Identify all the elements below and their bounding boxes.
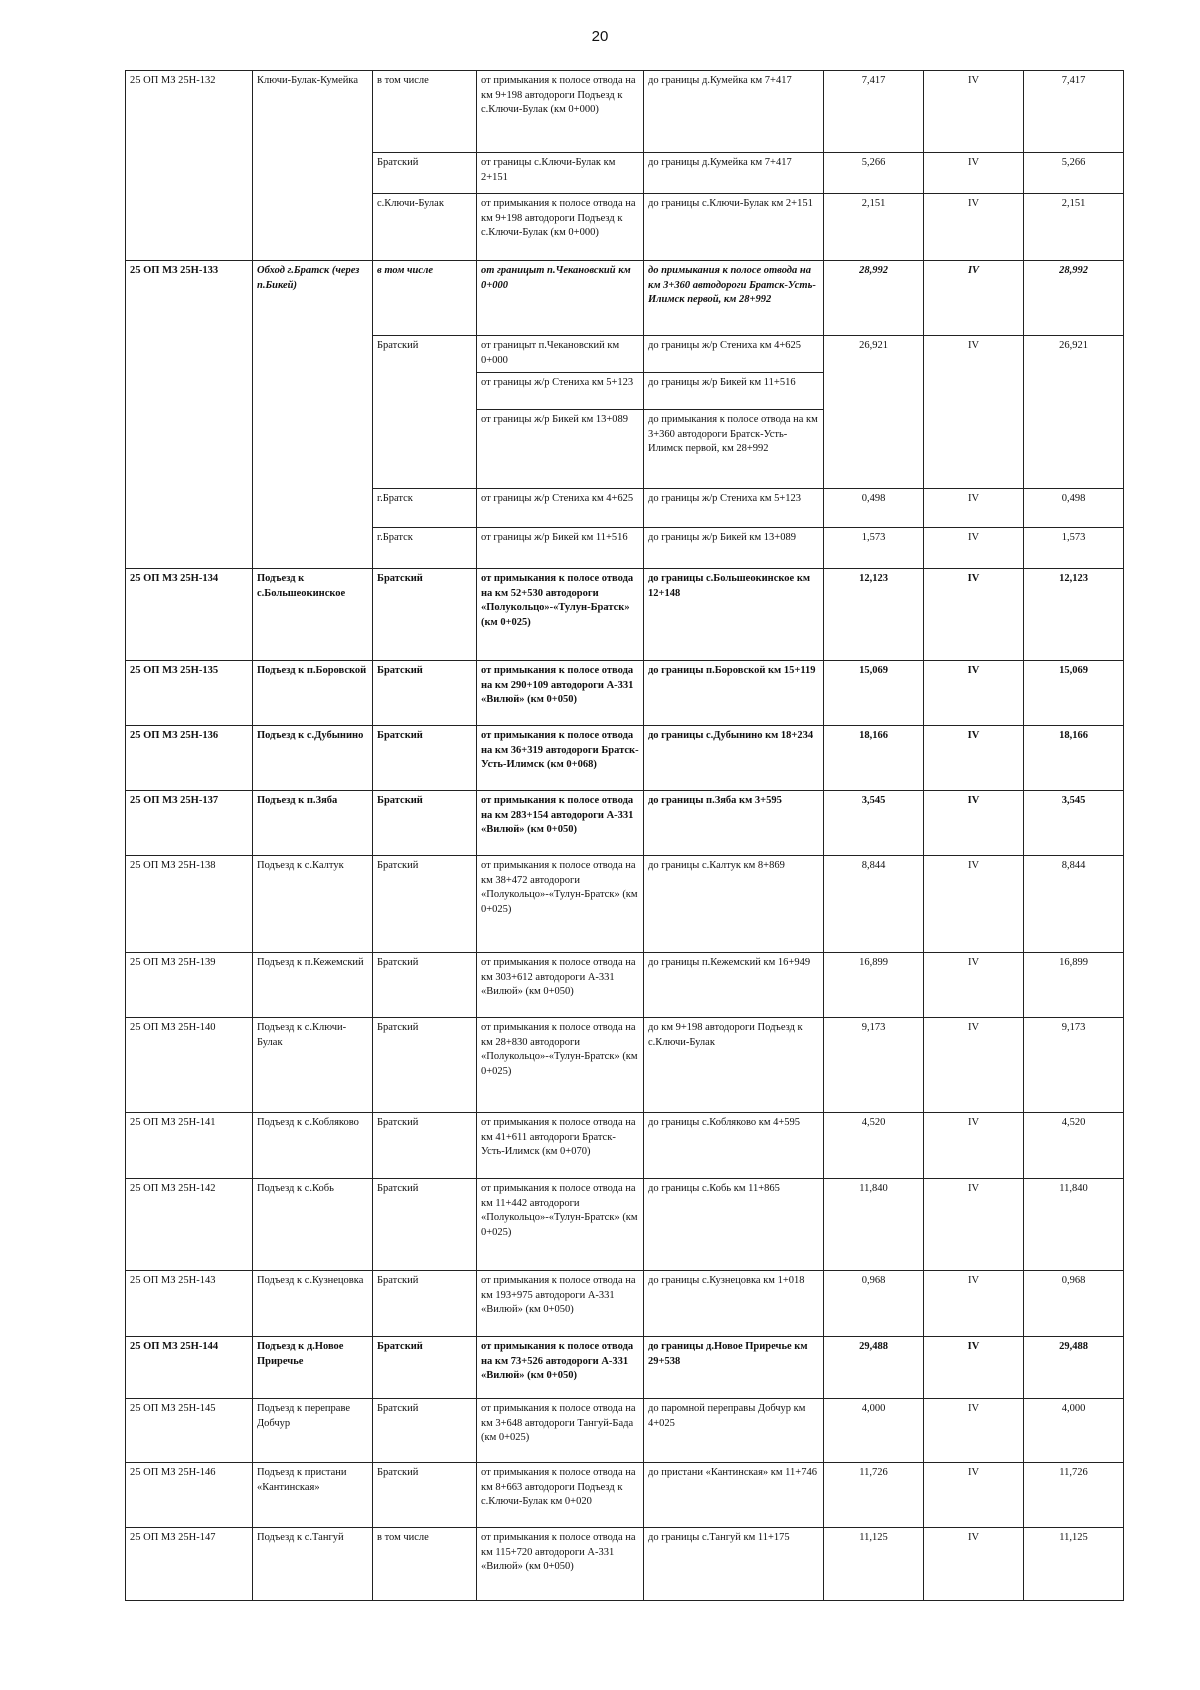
segment-to: до границы с.Тангуй км 11+175 [644, 1528, 824, 1601]
road-name: Подъезд к с.Дубынино [253, 726, 373, 791]
road-code: 25 ОП МЗ 25Н-143 [126, 1271, 253, 1337]
total-length: 4,520 [1024, 1113, 1124, 1179]
category: IV [924, 726, 1024, 791]
total-length: 26,921 [1024, 336, 1124, 489]
segment-from: от примыкания к полосе отвода на км 9+198 автодороги Подъезд к с.Ключи-Булак (км 0+000) [477, 71, 644, 153]
table-row [126, 661, 1124, 726]
segment-from: от примыкания к полосе отвода на км 3+648 автодороги Тангуй-Бада (км 0+025) [477, 1399, 644, 1463]
segment-to: до границы ж/р Стениха км 5+123 [644, 489, 824, 528]
roads-table [125, 70, 1124, 1601]
table-row [126, 726, 1124, 791]
road-code: 25 ОП МЗ 25Н-146 [126, 1463, 253, 1528]
segment-from: от примыкания к полосе отвода на км 9+198 автодороги Подъезд к с.Ключи-Булак (км 0+000) [477, 194, 644, 261]
segment-to: до пристани «Кантинская» км 11+746 [644, 1463, 824, 1528]
district: Братский [373, 661, 477, 726]
district: Братский [373, 1018, 477, 1113]
segment-to: до границы с.Ключи-Булак км 2+151 [644, 194, 824, 261]
total-length: 1,573 [1024, 528, 1124, 569]
district: с.Ключи-Булак [373, 194, 477, 261]
length: 11,726 [824, 1463, 924, 1528]
road-code: 25 ОП МЗ 25Н-138 [126, 856, 253, 953]
road-code: 25 ОП МЗ 25Н-132 [126, 71, 253, 261]
length: 3,545 [824, 791, 924, 856]
total-length: 29,488 [1024, 1337, 1124, 1399]
segment-from: от границы ж/р Стениха км 4+625 [477, 489, 644, 528]
category: IV [924, 153, 1024, 194]
road-name: Подъезд к с.Тангуй [253, 1528, 373, 1601]
total-length: 18,166 [1024, 726, 1124, 791]
segment-from: от границы ж/р Стениха км 5+123 [477, 373, 644, 410]
district: в том числе [373, 71, 477, 153]
table-row [126, 1018, 1124, 1113]
total-length: 9,173 [1024, 1018, 1124, 1113]
segment-to: до границы д.Кумейка км 7+417 [644, 71, 824, 153]
segment-to: до границы с.Кузнецовка км 1+018 [644, 1271, 824, 1337]
segment-from: от примыкания к полосе отвода на км 193+975 автодороги А-331 «Вилюй» (км 0+050) [477, 1271, 644, 1337]
total-length: 11,726 [1024, 1463, 1124, 1528]
category: IV [924, 1337, 1024, 1399]
category: IV [924, 336, 1024, 489]
total-length: 11,840 [1024, 1179, 1124, 1271]
district: Братский [373, 1337, 477, 1399]
length: 26,921 [824, 336, 924, 489]
segment-from: от примыкания к полосе отвода на км 290+109 автодороги А-331 «Вилюй» (км 0+050) [477, 661, 644, 726]
segment-to: до границы п.Кежемский км 16+949 [644, 953, 824, 1018]
district: Братский [373, 153, 477, 194]
table-row [126, 569, 1124, 661]
district: г.Братск [373, 528, 477, 569]
segment-from: от границыт п.Чекановский км 0+000 [477, 261, 644, 336]
length: 11,840 [824, 1179, 924, 1271]
segment-from: от примыкания к полосе отвода на км 73+526 автодороги А-331 «Вилюй» (км 0+050) [477, 1337, 644, 1399]
table-row [126, 1337, 1124, 1399]
segment-from: от примыкания к полосе отвода на км 8+663 автодороги Подъезд к с.Ключи-Булак км 0+020 [477, 1463, 644, 1528]
table-row [126, 953, 1124, 1018]
length: 1,573 [824, 528, 924, 569]
district: Братский [373, 1179, 477, 1271]
segment-to: до границы ж/р Стениха км 4+625 [644, 336, 824, 373]
table-row [126, 1271, 1124, 1337]
category: IV [924, 856, 1024, 953]
segment-to: до км 9+198 автодороги Подъезд к с.Ключи-Булак [644, 1018, 824, 1113]
length: 11,125 [824, 1528, 924, 1601]
total-length: 7,417 [1024, 71, 1124, 153]
length: 15,069 [824, 661, 924, 726]
district: Братский [373, 726, 477, 791]
total-length: 28,992 [1024, 261, 1124, 336]
category: IV [924, 661, 1024, 726]
total-length: 3,545 [1024, 791, 1124, 856]
category: IV [924, 489, 1024, 528]
road-name: Подъезд к с.Кобляково [253, 1113, 373, 1179]
total-length: 0,498 [1024, 489, 1124, 528]
road-code: 25 ОП МЗ 25Н-145 [126, 1399, 253, 1463]
total-length: 11,125 [1024, 1528, 1124, 1601]
district: Братский [373, 1271, 477, 1337]
road-code: 25 ОП МЗ 25Н-136 [126, 726, 253, 791]
district: Братский [373, 791, 477, 856]
table-row [126, 1113, 1124, 1179]
category: IV [924, 791, 1024, 856]
district: Братский [373, 856, 477, 953]
length: 16,899 [824, 953, 924, 1018]
segment-from: от примыкания к полосе отвода на км 303+612 автодороги А-331 «Вилюй» (км 0+050) [477, 953, 644, 1018]
segment-to: до границы п.Зяба км 3+595 [644, 791, 824, 856]
total-length: 4,000 [1024, 1399, 1124, 1463]
segment-from: от примыкания к полосе отвода на км 52+530 автодороги «Полукольцо»-«Тулун-Братск» (км 0+025) [477, 569, 644, 661]
segment-from: от границы с.Ключи-Булак км 2+151 [477, 153, 644, 194]
category: IV [924, 528, 1024, 569]
category: IV [924, 261, 1024, 336]
category: IV [924, 569, 1024, 661]
table-row [126, 71, 1124, 153]
road-name: Подъезд к пристани «Кантинская» [253, 1463, 373, 1528]
road-name: Подъезд к п.Зяба [253, 791, 373, 856]
district: Братский [373, 569, 477, 661]
segment-to: до границы д.Новое Приречье км 29+538 [644, 1337, 824, 1399]
district: Братский [373, 336, 477, 489]
road-name: Подъезд к с.Кобь [253, 1179, 373, 1271]
table-row [126, 1463, 1124, 1528]
segment-from: от границыт п.Чекановский км 0+000 [477, 336, 644, 373]
length: 9,173 [824, 1018, 924, 1113]
length: 0,968 [824, 1271, 924, 1337]
road-name: Подъезд к д.Новое Приречье [253, 1337, 373, 1399]
segment-from: от примыкания к полосе отвода на км 36+319 автодороги Братск-Усть-Илимск (км 0+068) [477, 726, 644, 791]
road-code: 25 ОП МЗ 25Н-137 [126, 791, 253, 856]
length: 8,844 [824, 856, 924, 953]
road-name: Обход г.Братск (через п.Бикей) [253, 261, 373, 569]
total-length: 16,899 [1024, 953, 1124, 1018]
road-name: Подъезд к п.Боровской [253, 661, 373, 726]
segment-from: от границы ж/р Бикей км 11+516 [477, 528, 644, 569]
district: г.Братск [373, 489, 477, 528]
category: IV [924, 1399, 1024, 1463]
length: 2,151 [824, 194, 924, 261]
segment-to: до границы п.Боровской км 15+119 [644, 661, 824, 726]
table-row [126, 1528, 1124, 1601]
table-row [126, 856, 1124, 953]
segment-to: до границы с.Калтук км 8+869 [644, 856, 824, 953]
road-code: 25 ОП МЗ 25Н-139 [126, 953, 253, 1018]
total-length: 0,968 [1024, 1271, 1124, 1337]
segment-to: до паромной переправы Добчур км 4+025 [644, 1399, 824, 1463]
length: 28,992 [824, 261, 924, 336]
category: IV [924, 953, 1024, 1018]
page-number: 20 [591, 28, 609, 45]
length: 7,417 [824, 71, 924, 153]
category: IV [924, 71, 1024, 153]
road-name: Подъезд к с.Ключи-Булак [253, 1018, 373, 1113]
segment-to: до границы с.Большеокинское км 12+148 [644, 569, 824, 661]
road-code: 25 ОП МЗ 25Н-134 [126, 569, 253, 661]
road-name: Подъезд к переправе Добчур [253, 1399, 373, 1463]
length: 5,266 [824, 153, 924, 194]
length: 4,520 [824, 1113, 924, 1179]
segment-to: до границы ж/р Бикей км 13+089 [644, 528, 824, 569]
segment-from: от примыкания к полосе отвода на км 115+720 автодороги А-331 «Вилюй» (км 0+050) [477, 1528, 644, 1601]
road-code: 25 ОП МЗ 25Н-133 [126, 261, 253, 569]
road-code: 25 ОП МЗ 25Н-144 [126, 1337, 253, 1399]
segment-to: до границы с.Дубынино км 18+234 [644, 726, 824, 791]
segment-to: до границы с.Кобь км 11+865 [644, 1179, 824, 1271]
segment-from: от примыкания к полосе отвода на км 38+472 автодороги «Полукольцо»-«Тулун-Братск» (км 0+025) [477, 856, 644, 953]
total-length: 12,123 [1024, 569, 1124, 661]
length: 0,498 [824, 489, 924, 528]
district: Братский [373, 1463, 477, 1528]
segment-to: до примыкания к полосе отвода на км 3+360 автодороги Братск-Усть-Илимск первой, км 28+992 [644, 261, 824, 336]
segment-to: до примыкания к полосе отвода на км 3+360 автодороги Братск-Усть-Илимск первой, км 28+992 [644, 410, 824, 489]
segment-to: до границы д.Кумейка км 7+417 [644, 153, 824, 194]
road-code: 25 ОП МЗ 25Н-147 [126, 1528, 253, 1601]
total-length: 15,069 [1024, 661, 1124, 726]
road-code: 25 ОП МЗ 25Н-141 [126, 1113, 253, 1179]
category: IV [924, 1271, 1024, 1337]
length: 12,123 [824, 569, 924, 661]
road-code: 25 ОП МЗ 25Н-135 [126, 661, 253, 726]
table-row [126, 261, 1124, 336]
length: 18,166 [824, 726, 924, 791]
segment-from: от границы ж/р Бикей км 13+089 [477, 410, 644, 489]
district: Братский [373, 1399, 477, 1463]
segment-from: от примыкания к полосе отвода на км 28+830 автодороги «Полукольцо»-«Тулун-Братск» (км 0+025) [477, 1018, 644, 1113]
category: IV [924, 1528, 1024, 1601]
district: Братский [373, 1113, 477, 1179]
total-length: 2,151 [1024, 194, 1124, 261]
segment-to: до границы ж/р Бикей км 11+516 [644, 373, 824, 410]
road-name: Подъезд к с.Калтук [253, 856, 373, 953]
road-code: 25 ОП МЗ 25Н-142 [126, 1179, 253, 1271]
road-name: Подъезд к с.Кузнецовка [253, 1271, 373, 1337]
total-length: 8,844 [1024, 856, 1124, 953]
district: в том числе [373, 1528, 477, 1601]
district: в том числе [373, 261, 477, 336]
total-length: 5,266 [1024, 153, 1124, 194]
category: IV [924, 1113, 1024, 1179]
category: IV [924, 1179, 1024, 1271]
road-code: 25 ОП МЗ 25Н-140 [126, 1018, 253, 1113]
category: IV [924, 1018, 1024, 1113]
category: IV [924, 1463, 1024, 1528]
road-name: Ключи-Булак-Кумейка [253, 71, 373, 261]
segment-to: до границы с.Кобляково км 4+595 [644, 1113, 824, 1179]
district: Братский [373, 953, 477, 1018]
table-row [126, 791, 1124, 856]
table-row [126, 1399, 1124, 1463]
segment-from: от примыкания к полосе отвода на км 41+611 автодороги Братск-Усть-Илимск (км 0+070) [477, 1113, 644, 1179]
road-name: Подъезд к с.Большеокинское [253, 569, 373, 661]
length: 4,000 [824, 1399, 924, 1463]
table-row [126, 1179, 1124, 1271]
category: IV [924, 194, 1024, 261]
length: 29,488 [824, 1337, 924, 1399]
road-name: Подъезд к п.Кежемский [253, 953, 373, 1018]
segment-from: от примыкания к полосе отвода на км 11+442 автодороги «Полукольцо»-«Тулун-Братск» (км 0+025) [477, 1179, 644, 1271]
segment-from: от примыкания к полосе отвода на км 283+154 автодороги А-331 «Вилюй» (км 0+050) [477, 791, 644, 856]
